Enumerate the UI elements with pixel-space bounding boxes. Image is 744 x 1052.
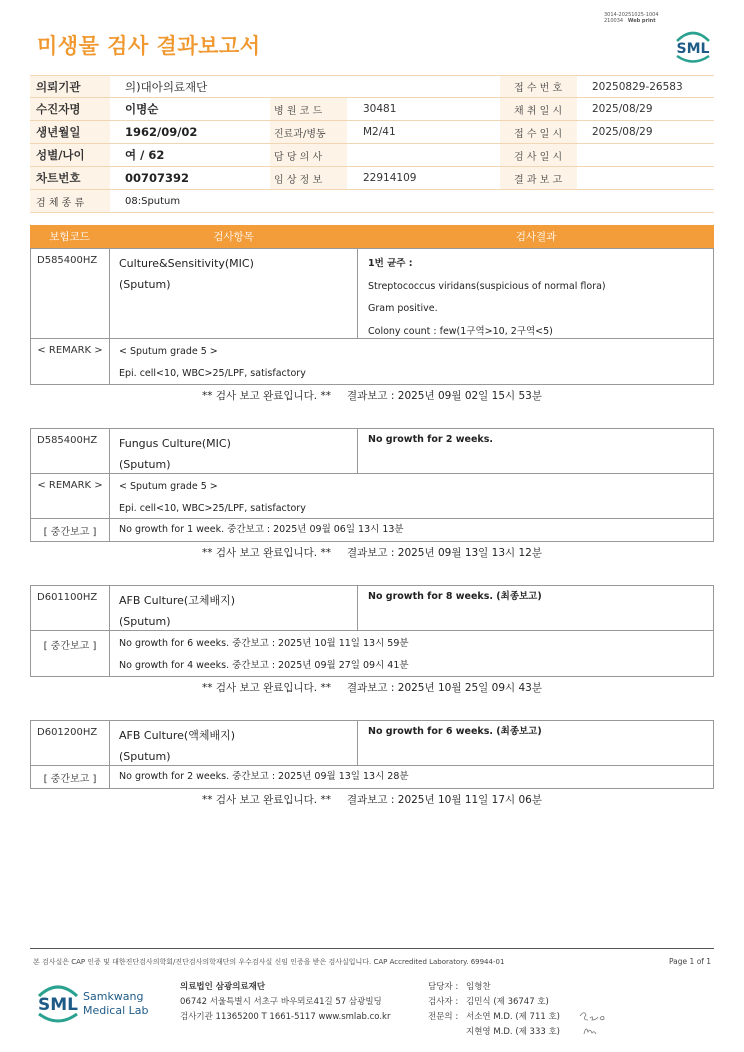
dob-value: 1962/09/02 bbox=[125, 125, 198, 139]
result-block bbox=[30, 248, 714, 385]
collect-date-label: 채 취 일 시 bbox=[500, 98, 577, 120]
result-block bbox=[30, 720, 714, 789]
clinical-value: 22914109 bbox=[363, 172, 417, 184]
interim-text: No growth for 2 weeks. 중간보고 : 2025년 09월 13일 13시 28분 bbox=[119, 771, 409, 782]
interim-row bbox=[31, 631, 713, 676]
report-title: 미생물 검사 결과보고서 bbox=[37, 34, 261, 58]
insurance-code: D585400HZ bbox=[31, 249, 110, 338]
insurance-code: D601200HZ bbox=[31, 721, 110, 765]
page-number: Page 1 of 1 bbox=[669, 957, 712, 966]
samkwang-logo bbox=[36, 980, 156, 1026]
patient-info-table bbox=[30, 75, 714, 213]
dept-label: 진료과/병동 bbox=[270, 121, 347, 143]
requester-value: 의)대아의료재단 bbox=[125, 79, 208, 94]
result-row bbox=[31, 249, 713, 339]
test-item: AFB Culture(액체배지) (Sputum) bbox=[110, 721, 358, 765]
sex-age-label: 성별/나이 bbox=[30, 144, 110, 166]
dept-value: M2/41 bbox=[363, 126, 396, 138]
info-row bbox=[30, 144, 714, 167]
remark-row bbox=[31, 474, 713, 519]
footer-divider bbox=[30, 948, 714, 949]
test-item: AFB Culture(고체배지) (Sputum) bbox=[110, 586, 358, 630]
interim-label: [ 중간보고 ] bbox=[31, 631, 110, 676]
signature bbox=[576, 1008, 610, 1038]
test-result: 1번 균주 : Streptococcus viridans(suspicious of normal flora) Gram positive. Colony count : few(1구역>10, 2구역<5) bbox=[368, 258, 606, 337]
result-row bbox=[31, 586, 713, 631]
dob-label: 생년월일 bbox=[30, 121, 110, 143]
sex-age-value: 여 / 62 bbox=[125, 148, 165, 162]
hospital-code-value: 30481 bbox=[363, 103, 397, 115]
hospital-code-label: 병 원 코 드 bbox=[270, 98, 347, 120]
remark-text: < Sputum grade 5 > Epi. cell<10, WBC>25/LPF, satisfactory bbox=[119, 346, 306, 379]
remark-row bbox=[31, 339, 713, 384]
svg-text:Samkwang: Samkwang bbox=[83, 990, 144, 1003]
header-result: 검사결과 bbox=[515, 231, 557, 243]
insurance-code: D585400HZ bbox=[31, 429, 110, 473]
result-row bbox=[31, 429, 713, 474]
test-item: Fungus Culture(MIC) (Sputum) bbox=[110, 429, 358, 473]
test-date-label: 검 사 일 시 bbox=[500, 144, 577, 166]
insurance-code: D601100HZ bbox=[31, 586, 110, 630]
sml-logo bbox=[672, 27, 714, 63]
specimen-value: 08:Sputum bbox=[125, 195, 181, 207]
test-item: Culture&Sensitivity(MIC) (Sputum) bbox=[110, 249, 358, 338]
info-row bbox=[30, 190, 714, 213]
doctor-label: 담 당 의 사 bbox=[270, 144, 347, 166]
info-row bbox=[30, 98, 714, 121]
print-code: 3014-20251025-1004 210034 Web print bbox=[604, 12, 659, 24]
name-label: 수진자명 bbox=[30, 98, 110, 120]
interim-text: No growth for 6 weeks. 중간보고 : 2025년 10월 11일 13시 59분 No growth for 4 weeks. 중간보고 : 2025년 09월 27일 09시 41분 bbox=[119, 638, 409, 671]
interim-label: [ 중간보고 ] bbox=[31, 519, 110, 541]
interim-row bbox=[31, 766, 713, 788]
svg-text:SML: SML bbox=[38, 995, 78, 1015]
test-result: No growth for 6 weeks. (최종보고) bbox=[368, 726, 542, 737]
info-row bbox=[30, 167, 714, 190]
result-block bbox=[30, 585, 714, 677]
receive-date-label: 접 수 일 시 bbox=[500, 121, 577, 143]
completion-line: ** 검사 보고 완료입니다. ** 결과보고 : 2025년 10월 11일 17시 06분 bbox=[202, 794, 542, 806]
remark-label: < REMARK > bbox=[31, 339, 110, 384]
receive-date-value: 2025/08/29 bbox=[592, 126, 653, 138]
requester-label: 의뢰기관 bbox=[30, 76, 110, 97]
interim-text: No growth for 1 week. 중간보고 : 2025년 09월 06일 13시 13분 bbox=[119, 524, 404, 535]
info-row bbox=[30, 121, 714, 144]
chart-value: 00707392 bbox=[125, 171, 190, 185]
report-label: 결 과 보 고 bbox=[500, 167, 577, 189]
staff-info: 담당자 : 임형찬 검사자 : 김민식 (제 36747 호) 전문의 : 서소연 M.D. (제 711 호) 지현영 M.D. (제 333 호) bbox=[428, 982, 561, 1037]
completion-line: ** 검사 보고 완료입니다. ** 결과보고 : 2025년 09월 02일 15시 53분 bbox=[202, 390, 542, 402]
remark-text: < Sputum grade 5 > Epi. cell<10, WBC>25/LPF, satisfactory bbox=[119, 481, 306, 514]
svg-text:SML: SML bbox=[676, 41, 710, 57]
completion-line: ** 검사 보고 완료입니다. ** 결과보고 : 2025년 10월 25일 09시 43분 bbox=[202, 682, 542, 694]
chart-label: 차트번호 bbox=[30, 167, 110, 189]
result-row bbox=[31, 721, 713, 766]
header-item: 검사항목 bbox=[213, 231, 254, 243]
info-row bbox=[30, 75, 714, 98]
institution-info: 의료법인 삼광의료재단 06742 서울특별시 서초구 바우뫼로41길 57 삼광빌딩 검사기관 11365200 T 1661-5117 www.smlab.co.kr bbox=[180, 982, 391, 1022]
interim-label: [ 중간보고 ] bbox=[31, 766, 110, 788]
name-value: 이명순 bbox=[125, 102, 159, 116]
specimen-label: 검 체 종 류 bbox=[30, 190, 110, 212]
results-header bbox=[30, 225, 714, 248]
interim-row bbox=[31, 519, 713, 541]
test-result: No growth for 2 weeks. bbox=[368, 434, 493, 445]
accreditation-note: 본 검사실은 CAP 인증 및 대한진단검사의학회/진단검사의학재단의 우수검사실 신임 인증을 받은 검사실입니다. CAP Accredited Laboratory. 69944-01 bbox=[33, 958, 505, 966]
completion-line: ** 검사 보고 완료입니다. ** 결과보고 : 2025년 09월 13일 13시 12분 bbox=[202, 547, 542, 559]
reception-no-label: 접 수 번 호 bbox=[500, 76, 577, 97]
header-code: 보험코드 bbox=[49, 231, 90, 243]
svg-text:Medical Lab: Medical Lab bbox=[83, 1004, 149, 1017]
collect-date-value: 2025/08/29 bbox=[592, 103, 653, 115]
remark-label: < REMARK > bbox=[31, 474, 110, 518]
test-result: No growth for 8 weeks. (최종보고) bbox=[368, 591, 542, 602]
clinical-label: 임 상 정 보 bbox=[270, 167, 347, 189]
reception-no-value: 20250829-26583 bbox=[592, 80, 683, 93]
result-block bbox=[30, 428, 714, 542]
